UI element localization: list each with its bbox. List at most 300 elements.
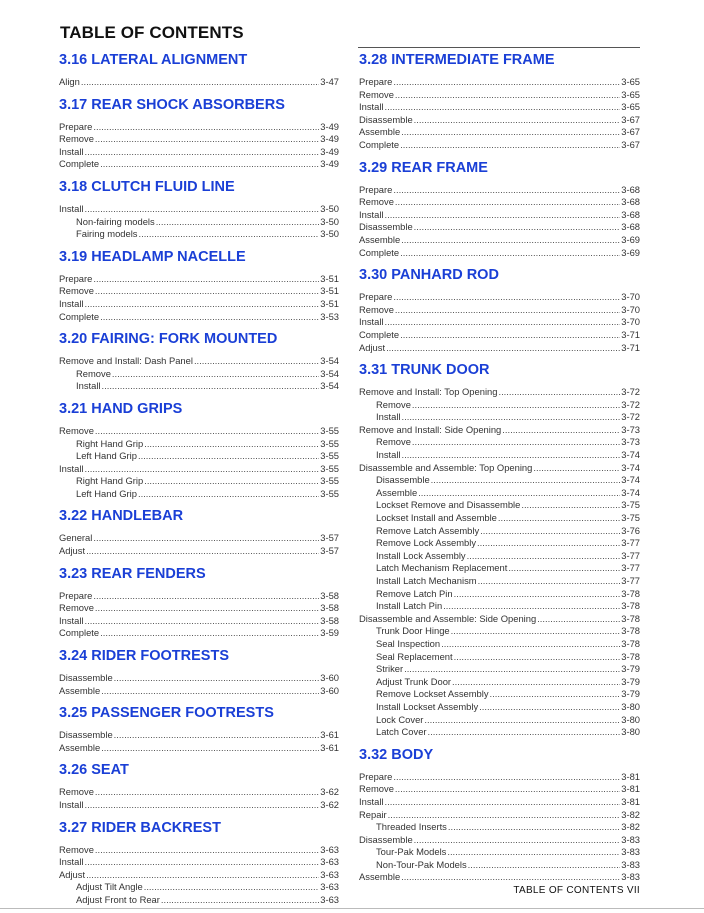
entry-label: Latch Mechanism Replacement (376, 562, 508, 574)
toc-entry[interactable] (59, 355, 339, 368)
section-title[interactable]: 3.24 RIDER FOOTRESTS (59, 648, 230, 665)
entry-label: Remove (376, 436, 411, 448)
entry-page-number: 3-70 (621, 291, 640, 303)
toc-entry[interactable] (359, 329, 640, 342)
toc-entry[interactable] (359, 499, 640, 512)
toc-entry[interactable] (59, 311, 339, 324)
entry-page-number: 3-78 (621, 650, 640, 662)
dot-leader (393, 291, 620, 304)
section-title[interactable]: 3.23 REAR FENDERS (59, 565, 206, 582)
toc-entry[interactable] (359, 726, 640, 739)
dot-leader (414, 114, 621, 127)
dot-leader (412, 436, 620, 449)
entry-page-number: 3-55 (320, 462, 339, 474)
toc-entry[interactable] (59, 786, 339, 799)
entry-page-number: 3-81 (621, 795, 640, 807)
dot-leader (85, 146, 320, 159)
dot-leader (101, 685, 319, 698)
entry-list (59, 425, 339, 501)
entry-page-number: 3-80 (621, 713, 640, 725)
toc-entry[interactable] (59, 285, 339, 298)
entry-label: Remove Latch Pin (376, 587, 453, 599)
toc-entry[interactable] (59, 475, 339, 488)
entry-label: Left Hand Grip (76, 450, 137, 462)
entry-page-number: 3-58 (320, 589, 339, 601)
dot-leader (386, 342, 620, 355)
toc-entry[interactable] (59, 380, 339, 393)
bottom-divider (0, 908, 704, 909)
dot-leader (194, 355, 319, 368)
dot-leader (85, 298, 320, 311)
entry-page-number: 3-70 (621, 303, 640, 315)
entry-label: Adjust Front to Rear (76, 893, 160, 905)
dot-leader (101, 742, 319, 755)
entry-list (59, 786, 339, 811)
toc-entry[interactable] (59, 76, 339, 89)
section-title[interactable]: 3.22 HANDLEBAR (59, 508, 184, 525)
entry-label: Lockset Install and Assemble (376, 512, 497, 524)
toc-entry[interactable] (359, 386, 640, 399)
toc-entry[interactable] (359, 89, 640, 102)
entry-page-number: 3-73 (621, 423, 640, 435)
entry-page-number: 3-75 (621, 499, 640, 511)
entry-label: Disassemble (359, 113, 413, 125)
entry-label: Remove (359, 196, 394, 208)
toc-entry[interactable] (359, 247, 640, 260)
toc-entry[interactable] (359, 411, 640, 424)
entry-label: Complete (359, 246, 400, 258)
toc-entry[interactable] (359, 221, 640, 234)
entry-page-number: 3-82 (621, 821, 640, 833)
toc-entry[interactable] (59, 368, 339, 381)
entry-page-number: 3-55 (320, 424, 339, 436)
section-title[interactable]: 3.20 FAIRING: FORK MOUNTED (59, 331, 278, 348)
entry-list (359, 184, 640, 260)
dot-leader (414, 221, 621, 234)
entry-page-number: 3-49 (320, 145, 339, 157)
entry-page-number: 3-65 (621, 76, 640, 87)
entry-label: Remove Lockset Assembly (376, 688, 489, 700)
entry-label: Disassemble and Assemble: Top Opening (359, 461, 533, 473)
dot-leader (443, 600, 620, 613)
entry-page-number: 3-54 (320, 367, 339, 379)
dot-leader (395, 783, 620, 796)
entry-label: Seal Replacement (376, 650, 453, 662)
section-title[interactable]: 3.29 REAR FRAME (359, 159, 488, 176)
entry-page-number: 3-51 (320, 285, 339, 297)
section-title[interactable]: 3.19 HEADLAMP NACELLE (59, 248, 246, 265)
dot-leader (86, 869, 319, 882)
toc-entry[interactable] (59, 216, 339, 229)
entry-label: Install (59, 297, 84, 309)
toc-entry[interactable] (359, 424, 640, 437)
entry-label: Install (59, 145, 84, 157)
entry-page-number: 3-78 (621, 587, 640, 599)
toc-entry[interactable] (59, 881, 339, 894)
entry-label: Disassemble (359, 833, 413, 845)
section-3-16-lateral-alignment (59, 51, 339, 89)
entry-page-number: 3-63 (320, 893, 339, 905)
entry-label: Prepare (359, 770, 393, 782)
section-3-28-intermediate-frame (359, 51, 640, 152)
toc-entry[interactable] (59, 844, 339, 857)
entry-label: Fairing models (76, 228, 138, 240)
entry-list (359, 76, 640, 152)
entry-page-number: 3-82 (621, 808, 640, 820)
toc-entry[interactable] (359, 651, 640, 664)
entry-page-number: 3-78 (621, 600, 640, 612)
toc-entry[interactable] (359, 859, 640, 872)
toc-entry[interactable] (59, 146, 339, 159)
section-3-18-clutch-fluid-line (59, 178, 339, 241)
entry-label: Remove (59, 133, 94, 145)
toc-entry[interactable] (359, 714, 640, 727)
toc-entry[interactable] (59, 463, 339, 476)
dot-leader (467, 550, 621, 563)
toc-entry[interactable] (359, 783, 640, 796)
entry-page-number: 3-72 (621, 411, 640, 423)
toc-entry[interactable] (359, 449, 640, 462)
entry-page-number: 3-63 (320, 856, 339, 868)
section-title[interactable]: 3.27 RIDER BACKREST (59, 819, 221, 836)
entry-label: Remove (59, 285, 94, 297)
entry-page-number: 3-77 (621, 562, 640, 574)
toc-entry[interactable] (59, 685, 339, 698)
toc-entry[interactable] (359, 688, 640, 701)
entry-label: Adjust Trunk Door (376, 675, 452, 687)
entry-page-number: 3-67 (621, 138, 640, 150)
toc-entry[interactable] (359, 613, 640, 626)
toc-entry[interactable] (359, 436, 640, 449)
entry-label: Remove Lock Assembly (376, 537, 477, 549)
toc-entry[interactable] (59, 672, 339, 685)
toc-entry[interactable] (59, 602, 339, 615)
toc-entry[interactable] (59, 298, 339, 311)
entry-label: Remove (359, 783, 394, 795)
entry-label: Prepare (59, 120, 93, 132)
toc-entry[interactable] (359, 487, 640, 500)
entry-page-number: 3-83 (621, 858, 640, 870)
section-3-21-hand-grips (59, 400, 339, 501)
section-3-24-rider-footrests (59, 647, 339, 697)
toc-entry[interactable] (359, 184, 640, 197)
dot-leader (395, 304, 620, 317)
dot-leader (402, 449, 621, 462)
entry-label: Trunk Door Hinge (376, 625, 450, 637)
toc-entry[interactable] (59, 158, 339, 171)
entry-list (59, 590, 339, 640)
toc-entry[interactable] (359, 771, 640, 784)
entry-page-number: 3-78 (621, 625, 640, 637)
section-title[interactable]: 3.21 HAND GRIPS (59, 400, 183, 417)
entry-page-number: 3-59 (320, 627, 339, 639)
dot-leader (81, 76, 319, 89)
page-title: TABLE OF CONTENTS (60, 23, 244, 42)
entry-page-number: 3-57 (320, 545, 339, 557)
entry-page-number: 3-60 (320, 684, 339, 696)
entry-label: Adjust (59, 868, 86, 880)
entry-page-number: 3-53 (320, 310, 339, 322)
section-3-20-fairing-fork-mounted (59, 330, 339, 393)
entry-label: Adjust (59, 545, 86, 557)
dot-leader (395, 89, 620, 102)
entry-list (59, 121, 339, 171)
entry-page-number: 3-73 (621, 436, 640, 448)
entry-page-number: 3-74 (621, 474, 640, 486)
dot-leader (401, 234, 620, 247)
toc-entry[interactable] (359, 209, 640, 222)
section-title[interactable]: 3.17 REAR SHOCK ABSORBERS (59, 96, 285, 113)
entry-label: Install Latch Mechanism (376, 575, 477, 586)
entry-label: Assemble (359, 233, 401, 245)
entry-label: Right Hand Grip (76, 437, 144, 449)
section-3-26-seat (59, 761, 339, 811)
toc-entry[interactable] (359, 234, 640, 247)
toc-entry[interactable] (359, 588, 640, 601)
dot-leader (95, 602, 319, 615)
toc-entry[interactable] (359, 525, 640, 538)
dot-leader (85, 856, 320, 869)
entry-page-number: 3-74 (621, 486, 640, 498)
entry-label: Remove Latch Assembly (376, 524, 480, 536)
entry-label: Disassemble (59, 729, 113, 741)
toc-entry[interactable] (59, 438, 339, 451)
toc-entry[interactable] (359, 304, 640, 317)
section-title[interactable]: 3.30 PANHARD ROD (359, 267, 499, 284)
dot-leader (418, 487, 620, 500)
entry-list (359, 386, 640, 739)
toc-entry[interactable] (359, 625, 640, 638)
section-title[interactable]: 3.25 PASSENGER FOOTRESTS (59, 705, 274, 722)
entry-label: Install (376, 449, 401, 461)
section-3-23-rear-fenders (59, 565, 339, 640)
entry-page-number: 3-72 (621, 386, 640, 398)
entry-page-number: 3-58 (320, 602, 339, 614)
entry-page-number: 3-80 (621, 726, 640, 738)
toc-entry[interactable] (359, 512, 640, 525)
entry-page-number: 3-57 (320, 532, 339, 544)
dot-leader (400, 329, 620, 342)
section-3-22-handlebar (59, 507, 339, 557)
entry-page-number: 3-79 (621, 675, 640, 687)
entry-label: Install (359, 316, 384, 328)
entry-page-number: 3-63 (320, 881, 339, 893)
dot-leader (498, 512, 620, 525)
toc-entry[interactable] (359, 834, 640, 847)
entry-label: Complete (59, 627, 100, 639)
entry-label: Install (59, 856, 84, 868)
toc-entry[interactable] (59, 450, 339, 463)
toc-entry[interactable] (359, 676, 640, 689)
entry-page-number: 3-74 (621, 449, 640, 461)
entry-label: Remove (59, 424, 94, 436)
toc-entry[interactable] (59, 799, 339, 812)
entry-page-number: 3-49 (320, 158, 339, 170)
section-3-25-passenger-footrests (59, 704, 339, 754)
section-title[interactable]: 3.31 TRUNK DOOR (359, 362, 490, 379)
entry-page-number: 3-49 (320, 120, 339, 132)
toc-entry[interactable] (59, 425, 339, 438)
entry-label: Prepare (59, 272, 93, 284)
toc-entry[interactable] (59, 590, 339, 603)
entry-label: Disassemble and Assemble: Side Opening (359, 612, 537, 624)
entry-page-number: 3-77 (621, 549, 640, 561)
entry-label: Align (59, 76, 80, 87)
toc-entry[interactable] (359, 399, 640, 412)
toc-entry[interactable] (59, 532, 339, 545)
entry-page-number: 3-83 (621, 871, 640, 883)
dot-leader (138, 488, 319, 501)
dot-leader (451, 625, 621, 638)
entry-page-number: 3-50 (320, 202, 339, 214)
entry-label: Assemble (359, 871, 401, 883)
entry-page-number: 3-69 (621, 246, 640, 258)
entry-label: Non-fairing models (76, 215, 155, 227)
section-title[interactable]: 3.32 BODY (359, 746, 434, 763)
entry-label: Remove (359, 88, 394, 100)
toc-entry[interactable] (359, 821, 640, 834)
entry-page-number: 3-55 (320, 475, 339, 487)
entry-label: Remove (376, 398, 411, 410)
section-3-32-body (359, 746, 640, 884)
toc-entry[interactable] (59, 894, 339, 907)
toc-entry[interactable] (359, 871, 640, 884)
toc-entry[interactable] (359, 196, 640, 209)
entry-label: Prepare (359, 76, 393, 87)
toc-entry[interactable] (59, 133, 339, 146)
dot-leader (393, 76, 620, 89)
toc-entry[interactable] (359, 139, 640, 152)
dot-leader (95, 786, 319, 799)
toc-entry[interactable] (59, 273, 339, 286)
dot-leader (85, 615, 320, 628)
toc-entry[interactable] (359, 575, 640, 588)
entry-page-number: 3-51 (320, 272, 339, 284)
toc-entry[interactable] (359, 562, 640, 575)
entry-label: Assemble (59, 741, 101, 753)
section-title[interactable]: 3.28 INTERMEDIATE FRAME (359, 52, 555, 68)
dot-leader (400, 247, 620, 260)
dot-leader (388, 809, 621, 822)
dot-leader (93, 590, 319, 603)
entry-label: Lock Cover (376, 713, 424, 725)
toc-entry[interactable] (359, 663, 640, 676)
entry-page-number: 3-55 (320, 487, 339, 499)
dot-leader (448, 821, 620, 834)
entry-label: Latch Cover (376, 726, 427, 738)
entry-label: Complete (59, 310, 100, 322)
dot-leader (477, 537, 620, 550)
section-3-31-trunk-door (359, 361, 640, 739)
toc-entry[interactable] (359, 537, 640, 550)
dot-leader (156, 216, 320, 229)
toc-column-left (59, 51, 339, 907)
entry-page-number: 3-60 (320, 672, 339, 684)
entry-page-number: 3-54 (320, 355, 339, 367)
toc-entry[interactable] (59, 121, 339, 134)
entry-page-number: 3-63 (320, 868, 339, 880)
toc-entry[interactable] (59, 545, 339, 558)
entry-page-number: 3-83 (621, 833, 640, 845)
dot-leader (114, 729, 320, 742)
toc-entry[interactable] (59, 228, 339, 241)
toc-entry[interactable] (359, 474, 640, 487)
toc-entry[interactable] (359, 114, 640, 127)
entry-page-number: 3-81 (621, 770, 640, 782)
dot-leader (85, 203, 320, 216)
toc-entry[interactable] (359, 846, 640, 859)
section-title[interactable]: 3.16 LATERAL ALIGNMENT (59, 52, 248, 68)
dot-leader (93, 273, 319, 286)
entry-label: Install (359, 101, 384, 113)
dot-leader (490, 688, 621, 701)
toc-entry[interactable] (359, 809, 640, 822)
toc-entry[interactable] (59, 729, 339, 742)
toc-entry[interactable] (59, 488, 339, 501)
section-title[interactable]: 3.18 CLUTCH FLUID LINE (59, 178, 235, 195)
toc-entry[interactable] (359, 291, 640, 304)
section-title[interactable]: 3.26 SEAT (59, 762, 129, 779)
toc-column-right (359, 51, 640, 884)
toc-entry[interactable] (359, 638, 640, 651)
toc-entry[interactable] (359, 101, 640, 114)
entry-label: Install (59, 462, 84, 474)
toc-entry[interactable] (359, 701, 640, 714)
toc-entry[interactable] (359, 316, 640, 329)
dot-leader (114, 672, 320, 685)
toc-entry[interactable] (59, 869, 339, 882)
toc-entry[interactable] (359, 462, 640, 475)
entry-label: Disassemble (376, 474, 430, 486)
toc-entry[interactable] (59, 615, 339, 628)
toc-entry[interactable] (59, 742, 339, 755)
toc-entry[interactable] (359, 796, 640, 809)
dot-leader (393, 184, 620, 197)
dot-leader (400, 139, 620, 152)
entry-page-number: 3-71 (621, 328, 640, 340)
toc-entry[interactable] (59, 627, 339, 640)
entry-label: Lockset Remove and Disassemble (376, 499, 521, 511)
entry-page-number: 3-77 (621, 575, 640, 586)
toc-entry[interactable] (359, 600, 640, 613)
toc-entry[interactable] (359, 342, 640, 355)
entry-label: Threaded Inserts (376, 821, 447, 833)
entry-page-number: 3-51 (320, 297, 339, 309)
dot-leader (537, 613, 620, 626)
dot-leader (468, 859, 621, 872)
toc-entry[interactable] (359, 126, 640, 139)
dot-leader (478, 575, 621, 588)
entry-label: Assemble (359, 126, 401, 138)
entry-label: Complete (359, 328, 400, 340)
dot-leader (412, 399, 620, 412)
dot-leader (533, 462, 620, 475)
dot-leader (102, 380, 320, 393)
toc-entry[interactable] (59, 203, 339, 216)
toc-entry[interactable] (359, 550, 640, 563)
entry-list (59, 844, 339, 907)
entry-list (59, 76, 339, 89)
entry-label: Adjust (359, 341, 386, 353)
toc-entry[interactable] (59, 856, 339, 869)
entry-label: Remove (359, 303, 394, 315)
toc-entry[interactable] (359, 76, 640, 89)
dot-leader (428, 726, 621, 739)
dot-leader (100, 627, 319, 640)
entry-page-number: 3-75 (621, 512, 640, 524)
dot-leader (100, 311, 319, 324)
entry-label: Adjust Tilt Angle (76, 881, 143, 893)
